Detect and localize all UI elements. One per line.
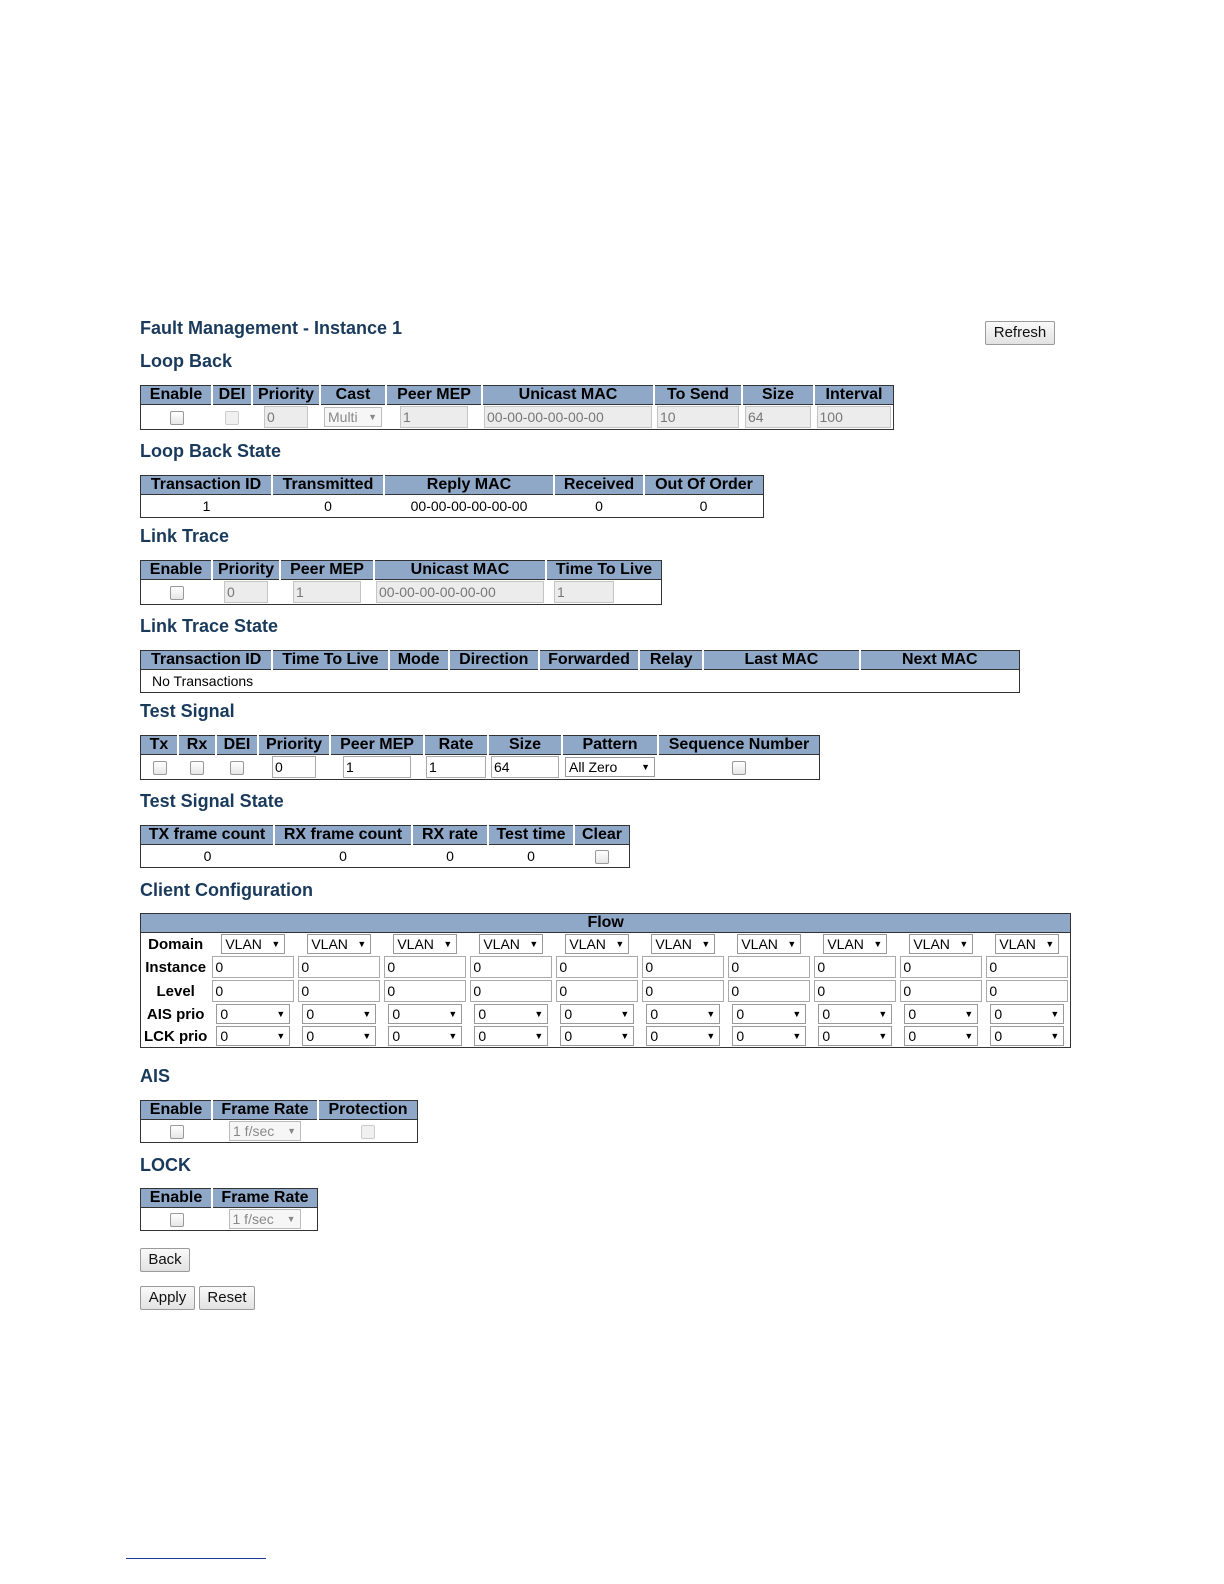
chevron-down-icon: ▼ bbox=[276, 1009, 286, 1019]
testsignal-peer-mep-input[interactable]: 1 bbox=[343, 756, 411, 778]
loopback-priority-input[interactable]: 0 bbox=[264, 406, 308, 428]
col-size: Size bbox=[742, 386, 814, 405]
chevron-down-icon: ▼ bbox=[878, 1009, 888, 1019]
chevron-down-icon: ▼ bbox=[368, 412, 377, 422]
back-button[interactable]: Back bbox=[140, 1248, 190, 1272]
lock-frame-rate-select[interactable]: 1 f/sec ▼ bbox=[229, 1209, 301, 1229]
ais-table bbox=[140, 1100, 418, 1143]
chevron-down-icon: ▼ bbox=[964, 1009, 974, 1019]
col-cast: Cast bbox=[320, 386, 386, 405]
col-peer-mep: Peer MEP bbox=[330, 736, 424, 755]
instance-input[interactable]: 0 bbox=[900, 956, 982, 978]
instance-input[interactable]: 0 bbox=[470, 956, 552, 978]
col-reply-mac: Reply MAC bbox=[384, 476, 554, 495]
chevron-down-icon: ▼ bbox=[1050, 1031, 1060, 1041]
chevron-down-icon: ▼ bbox=[529, 939, 539, 949]
chevron-down-icon: ▼ bbox=[287, 1126, 296, 1136]
col-last-mac: Last MAC bbox=[703, 651, 859, 670]
lb-state-out-of-order: 0 bbox=[699, 498, 708, 514]
col-priority: Priority bbox=[258, 736, 330, 755]
chevron-down-icon: ▼ bbox=[964, 1031, 974, 1041]
lck-prio-select[interactable]: 0 ▼ bbox=[990, 1026, 1064, 1046]
col-received: Received bbox=[554, 476, 644, 495]
testsignal-rate-input[interactable]: 1 bbox=[426, 756, 486, 778]
col-dei: DEI bbox=[212, 386, 252, 405]
chevron-down-icon: ▼ bbox=[534, 1009, 544, 1019]
apply-button[interactable]: Apply bbox=[140, 1286, 195, 1310]
instance-label: Instance bbox=[145, 958, 207, 976]
ais-prio-select[interactable]: 0 ▼ bbox=[818, 1004, 892, 1024]
chevron-down-icon: ▼ bbox=[357, 939, 367, 949]
chevron-down-icon: ▼ bbox=[362, 1031, 372, 1041]
lck-prio-select[interactable]: 0 ▼ bbox=[732, 1026, 806, 1046]
lock-table bbox=[140, 1188, 318, 1231]
chevron-down-icon: ▼ bbox=[615, 939, 625, 949]
chevron-down-icon: ▼ bbox=[787, 939, 797, 949]
col-protection: Protection bbox=[318, 1101, 418, 1120]
lck-prio-label: LCK prio bbox=[144, 1027, 208, 1045]
chevron-down-icon: ▼ bbox=[276, 1031, 286, 1041]
lb-state-transmitted: 0 bbox=[324, 498, 332, 514]
chevron-down-icon: ▼ bbox=[959, 939, 969, 949]
domain-select[interactable]: VLAN ▼ bbox=[565, 934, 629, 954]
col-frame-rate: Frame Rate bbox=[212, 1101, 318, 1120]
loopback-dei-checkbox[interactable] bbox=[225, 411, 239, 425]
loopback-enable-checkbox[interactable] bbox=[170, 411, 184, 425]
col-rate: Rate bbox=[424, 736, 488, 755]
lck-prio-select[interactable]: 0 ▼ bbox=[818, 1026, 892, 1046]
ais-prio-select[interactable]: 0 ▼ bbox=[990, 1004, 1064, 1024]
refresh-button[interactable]: Refresh bbox=[985, 321, 1055, 345]
chevron-down-icon: ▼ bbox=[286, 1214, 296, 1224]
col-transmitted: Transmitted bbox=[272, 476, 384, 495]
col-tx-frame-count: TX frame count bbox=[141, 826, 275, 845]
chevron-down-icon: ▼ bbox=[1045, 939, 1055, 949]
lck-prio-select[interactable]: 0 ▼ bbox=[216, 1026, 290, 1046]
ts-state-test-time: 0 bbox=[527, 848, 535, 864]
level-label: Level bbox=[156, 982, 195, 1000]
instance-row bbox=[141, 955, 1071, 979]
linktrace-enable-checkbox[interactable] bbox=[170, 586, 184, 600]
linktrace-heading: Link Trace bbox=[140, 526, 230, 546]
chevron-down-icon: ▼ bbox=[534, 1031, 544, 1041]
chevron-down-icon: ▼ bbox=[620, 1031, 630, 1041]
col-frame-rate: Frame Rate bbox=[212, 1189, 318, 1208]
lock-enable-checkbox[interactable] bbox=[170, 1213, 184, 1227]
instance-input[interactable]: 0 bbox=[814, 956, 896, 978]
ais-prio-select[interactable]: 0 ▼ bbox=[216, 1004, 290, 1024]
linktrace-peer-mep-input[interactable]: 1 bbox=[293, 581, 361, 603]
col-dei: DEI bbox=[216, 736, 258, 755]
domain-select[interactable]: VLAN ▼ bbox=[479, 934, 543, 954]
ais-prio-row bbox=[141, 1003, 1071, 1025]
testsignal-sequence-checkbox[interactable] bbox=[732, 761, 746, 775]
col-time-to-live: Time To Live bbox=[272, 651, 388, 670]
level-input[interactable]: 0 bbox=[642, 980, 724, 1002]
level-input[interactable]: 0 bbox=[728, 980, 810, 1002]
testsignal-table bbox=[140, 735, 820, 780]
linktrace-priority-input[interactable]: 0 bbox=[224, 581, 268, 603]
chevron-down-icon: ▼ bbox=[620, 1009, 630, 1019]
reset-button[interactable]: Reset bbox=[199, 1286, 255, 1310]
chevron-down-icon: ▼ bbox=[792, 1009, 802, 1019]
loopback-heading: Loop Back bbox=[140, 351, 233, 371]
col-size: Size bbox=[488, 736, 562, 755]
lck-prio-row bbox=[141, 1025, 1071, 1048]
col-next-mac: Next MAC bbox=[860, 651, 1020, 670]
col-peer-mep: Peer MEP bbox=[386, 386, 482, 405]
ts-state-rx-frame-count: 0 bbox=[339, 848, 347, 864]
ais-prio-label: AIS prio bbox=[146, 1005, 205, 1023]
loopback-state-table bbox=[140, 475, 764, 518]
chevron-down-icon: ▼ bbox=[443, 939, 453, 949]
domain-select[interactable]: VLAN ▼ bbox=[221, 934, 285, 954]
lock-heading: LOCK bbox=[140, 1155, 191, 1175]
col-direction: Direction bbox=[449, 651, 539, 670]
col-unicast-mac: Unicast MAC bbox=[374, 561, 546, 580]
testsignal-priority-input[interactable]: 0 bbox=[272, 756, 316, 778]
domain-select[interactable]: VLAN ▼ bbox=[995, 934, 1059, 954]
level-input[interactable]: 0 bbox=[900, 980, 982, 1002]
lck-prio-select[interactable]: 0 ▼ bbox=[474, 1026, 548, 1046]
col-pattern: Pattern bbox=[562, 736, 658, 755]
linktrace-table bbox=[140, 560, 662, 605]
loopback-cast-select[interactable]: Multi ▼ bbox=[324, 407, 382, 427]
level-row bbox=[141, 979, 1071, 1003]
chevron-down-icon: ▼ bbox=[362, 1009, 372, 1019]
domain-select[interactable]: VLAN ▼ bbox=[307, 934, 371, 954]
testsignal-clear-checkbox[interactable] bbox=[595, 850, 609, 864]
col-forwarded: Forwarded bbox=[539, 651, 639, 670]
col-to-send: To Send bbox=[654, 386, 742, 405]
col-interval: Interval bbox=[814, 386, 894, 405]
testsignal-size-input[interactable]: 64 bbox=[491, 756, 559, 778]
lb-state-transaction-id: 1 bbox=[202, 498, 211, 514]
loopback-size-input[interactable]: 64 bbox=[745, 406, 811, 428]
col-rx-rate: RX rate bbox=[412, 826, 488, 845]
domain-row bbox=[141, 933, 1071, 956]
loopback-peer-mep-input[interactable]: 1 bbox=[400, 406, 468, 428]
chevron-down-icon: ▼ bbox=[706, 1031, 716, 1041]
loopback-unicast-mac-input[interactable]: 00-00-00-00-00-00 bbox=[484, 406, 652, 428]
instance-input[interactable]: 0 bbox=[298, 956, 380, 978]
lck-prio-select[interactable]: 0 ▼ bbox=[302, 1026, 376, 1046]
chevron-down-icon: ▼ bbox=[448, 1009, 458, 1019]
instance-input[interactable]: 0 bbox=[384, 956, 466, 978]
testsignal-tx-checkbox[interactable] bbox=[153, 761, 167, 775]
client-config-table bbox=[140, 913, 1071, 1048]
testsignal-state-heading: Test Signal State bbox=[140, 791, 284, 811]
lck-prio-select[interactable]: 0 ▼ bbox=[560, 1026, 634, 1046]
instance-input[interactable]: 0 bbox=[556, 956, 638, 978]
testsignal-dei-checkbox[interactable] bbox=[230, 761, 244, 775]
level-input[interactable]: 0 bbox=[212, 980, 294, 1002]
col-rx: Rx bbox=[178, 736, 216, 755]
col-tx: Tx bbox=[141, 736, 179, 755]
ais-prio-select[interactable]: 0 ▼ bbox=[388, 1004, 462, 1024]
col-relay: Relay bbox=[639, 651, 703, 670]
col-priority: Priority bbox=[212, 561, 280, 580]
ais-protection-checkbox[interactable] bbox=[361, 1125, 375, 1139]
flow-header: Flow bbox=[141, 914, 1071, 933]
testsignal-rx-checkbox[interactable] bbox=[190, 761, 204, 775]
testsignal-state-table bbox=[140, 825, 630, 868]
chevron-down-icon: ▼ bbox=[641, 762, 650, 772]
chevron-down-icon: ▼ bbox=[1050, 1009, 1060, 1019]
chevron-down-icon: ▼ bbox=[878, 1031, 888, 1041]
loopback-table bbox=[140, 385, 894, 430]
ais-prio-select[interactable]: 0 ▼ bbox=[732, 1004, 806, 1024]
col-clear: Clear bbox=[574, 826, 630, 845]
loopback-state-heading: Loop Back State bbox=[140, 441, 282, 461]
chevron-down-icon: ▼ bbox=[271, 939, 281, 949]
chevron-down-icon: ▼ bbox=[706, 1009, 716, 1019]
lb-state-reply-mac: 00-00-00-00-00-00 bbox=[410, 498, 528, 514]
testsignal-heading: Test Signal bbox=[140, 701, 235, 721]
chevron-down-icon: ▼ bbox=[792, 1031, 802, 1041]
domain-select[interactable]: VLAN ▼ bbox=[909, 934, 973, 954]
level-input[interactable]: 0 bbox=[384, 980, 466, 1002]
instance-input[interactable]: 0 bbox=[728, 956, 810, 978]
col-rx-frame-count: RX frame count bbox=[274, 826, 412, 845]
domain-select[interactable]: VLAN ▼ bbox=[823, 934, 887, 954]
loopback-to-send-input[interactable]: 10 bbox=[657, 406, 739, 428]
ts-state-tx-frame-count: 0 bbox=[203, 848, 212, 864]
client-config-heading: Client Configuration bbox=[140, 880, 313, 900]
linktrace-state-heading: Link Trace State bbox=[140, 616, 279, 636]
chevron-down-icon: ▼ bbox=[873, 939, 883, 949]
linktrace-ttl-input[interactable]: 1 bbox=[554, 581, 614, 603]
instance-input[interactable]: 0 bbox=[986, 956, 1068, 978]
level-input[interactable]: 0 bbox=[298, 980, 380, 1002]
ais-frame-rate-select[interactable]: 1 f/sec ▼ bbox=[229, 1121, 301, 1141]
lck-prio-select[interactable]: 0 ▼ bbox=[388, 1026, 462, 1046]
domain-label: Domain bbox=[148, 935, 204, 953]
col-enable: Enable bbox=[141, 561, 213, 580]
level-input[interactable]: 0 bbox=[470, 980, 552, 1002]
ais-enable-checkbox[interactable] bbox=[170, 1125, 184, 1139]
ais-prio-select[interactable]: 0 ▼ bbox=[646, 1004, 720, 1024]
col-enable: Enable bbox=[141, 1101, 213, 1120]
level-input[interactable]: 0 bbox=[556, 980, 638, 1002]
linktrace-unicast-mac-input[interactable]: 00-00-00-00-00-00 bbox=[376, 581, 544, 603]
col-time-to-live: Time To Live bbox=[546, 561, 662, 580]
col-enable: Enable bbox=[141, 1189, 213, 1208]
loopback-interval-input[interactable]: 100 bbox=[817, 406, 891, 428]
footnote-divider bbox=[126, 1558, 266, 1559]
linktrace-state-table bbox=[140, 650, 1020, 693]
domain-select[interactable]: VLAN ▼ bbox=[651, 934, 715, 954]
chevron-down-icon: ▼ bbox=[448, 1031, 458, 1041]
col-test-time: Test time bbox=[488, 826, 574, 845]
col-priority: Priority bbox=[252, 386, 320, 405]
col-peer-mep: Peer MEP bbox=[280, 561, 374, 580]
lck-prio-select[interactable]: 0 ▼ bbox=[904, 1026, 978, 1046]
col-sequence-number: Sequence Number bbox=[658, 736, 820, 755]
col-unicast-mac: Unicast MAC bbox=[482, 386, 654, 405]
chevron-down-icon: ▼ bbox=[701, 939, 711, 949]
ais-prio-select[interactable]: 0 ▼ bbox=[904, 1004, 978, 1024]
lck-prio-select[interactable]: 0 ▼ bbox=[646, 1026, 720, 1046]
page-title: Fault Management - Instance 1 bbox=[140, 318, 403, 338]
testsignal-pattern-select[interactable]: All Zero ▼ bbox=[565, 757, 655, 777]
col-transaction-id: Transaction ID bbox=[141, 476, 273, 495]
level-input[interactable]: 0 bbox=[986, 980, 1068, 1002]
ts-state-rx-rate: 0 bbox=[446, 848, 454, 864]
ais-heading: AIS bbox=[140, 1066, 171, 1086]
col-enable: Enable bbox=[141, 386, 213, 405]
ais-prio-select[interactable]: 0 ▼ bbox=[560, 1004, 634, 1024]
domain-select[interactable]: VLAN ▼ bbox=[737, 934, 801, 954]
domain-select[interactable]: VLAN ▼ bbox=[393, 934, 457, 954]
col-mode: Mode bbox=[389, 651, 449, 670]
instance-input[interactable]: 0 bbox=[642, 956, 724, 978]
level-input[interactable]: 0 bbox=[814, 980, 896, 1002]
lb-state-received: 0 bbox=[595, 498, 603, 514]
no-transactions-text: No Transactions bbox=[152, 673, 254, 689]
instance-input[interactable]: 0 bbox=[212, 956, 294, 978]
col-out-of-order: Out Of Order bbox=[644, 476, 764, 495]
col-transaction-id: Transaction ID bbox=[141, 651, 273, 670]
ais-prio-select[interactable]: 0 ▼ bbox=[474, 1004, 548, 1024]
ais-prio-select[interactable]: 0 ▼ bbox=[302, 1004, 376, 1024]
